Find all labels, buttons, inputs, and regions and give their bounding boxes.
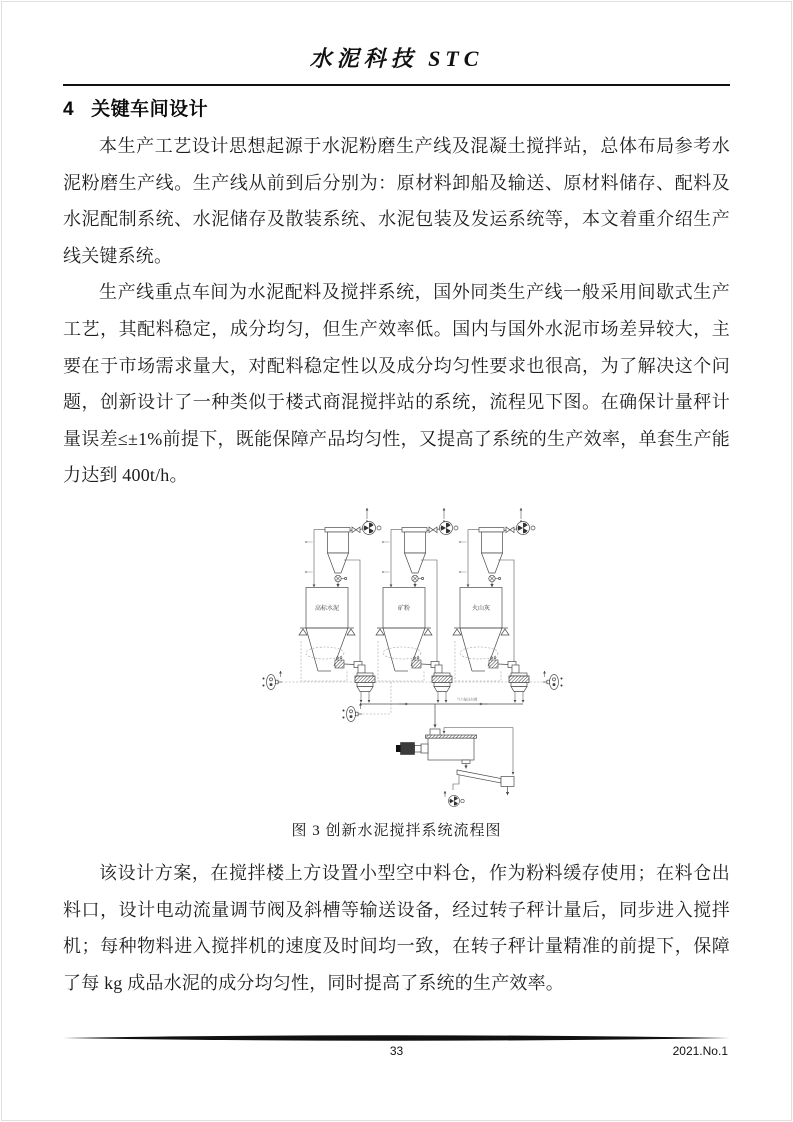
paragraph-workshop: 生产线重点车间为水泥配料及搅拌系统，国外同类生产线一般采用间歇式生产工艺，其配料稳定，成分均匀，但生产效率低。国内与国外水泥市场差异较大，主要在于市场需求量大，对配料稳定性以及成分均匀性要求也很高，为了解决这个问题，创新设计了一种类似于楼式商混搅拌站的系统，流程见下图。在确保计量秤计量误差≤±1%前提下，既能保障产品均匀性，又提高了系统的生产效率，单套生产能力达到 400t/h。 bbox=[63, 282, 730, 486]
discharge-air-slide bbox=[453, 770, 514, 795]
page-footer bbox=[63, 1034, 730, 1058]
section-title: 关键车间设计 bbox=[91, 99, 209, 120]
journal-title: 水泥科技 STC bbox=[309, 46, 484, 71]
silo-unit-pozzolan bbox=[453, 508, 535, 703]
discharge-fan bbox=[448, 795, 464, 806]
roots-blower-aeration bbox=[343, 703, 363, 722]
footer-rule bbox=[63, 1034, 730, 1042]
flow-diagram-drawing bbox=[251, 498, 581, 814]
paragraph-design-scheme: 该设计方案，在搅拌楼上方设置小型空中料仓，作为粉料缓存使用；在料仓出料口，设计电动流量调节阀及斜槽等输送设备，经过转子秤计量后，同步进入搅拌机；每种物料进入搅拌机的速度及时间均一致，在转子秤计量精准的前提下，保障了每 kg 成品水泥的成分均匀性，同时提高了系统的生产效率。 bbox=[63, 862, 730, 993]
mixer bbox=[396, 729, 477, 769]
section-heading bbox=[63, 94, 730, 121]
figure-caption: 图 3 创新水泥搅拌系统流程图 bbox=[291, 822, 502, 839]
header-rule bbox=[63, 84, 730, 86]
page-number: 33 bbox=[389, 1044, 404, 1058]
paragraph-intro: 本生产工艺设计思想起源于水泥粉磨生产线及混凝土搅拌站，总体布局参考水泥粉磨生产线。生产线从前到后分别为：原材料卸船及输送、原材料储存、配料及水泥配制系统、水泥储存及散装系统、水泥包装及发运系统等，本文着重介绍生产线关键系统。 bbox=[63, 136, 730, 266]
silo-label-2: 矿粉 bbox=[397, 605, 411, 612]
roots-blower-right bbox=[543, 671, 563, 690]
silo-unit-cement bbox=[299, 508, 381, 703]
silo-label-3: 火山灰 bbox=[471, 605, 491, 612]
conveyor-line-label: 气力输送斜槽 bbox=[457, 697, 478, 702]
silo-unit-slag bbox=[376, 508, 458, 703]
roots-blower-left bbox=[263, 671, 283, 690]
section-number: 4 bbox=[63, 99, 75, 120]
mixer-motor bbox=[401, 742, 415, 754]
figure-flow-diagram bbox=[63, 498, 730, 840]
footer-row bbox=[63, 1044, 730, 1058]
issue-label: 2021.No.1 bbox=[672, 1044, 728, 1058]
silo-label-1: 高标水泥 bbox=[314, 605, 340, 612]
page-content bbox=[0, 42, 793, 1001]
